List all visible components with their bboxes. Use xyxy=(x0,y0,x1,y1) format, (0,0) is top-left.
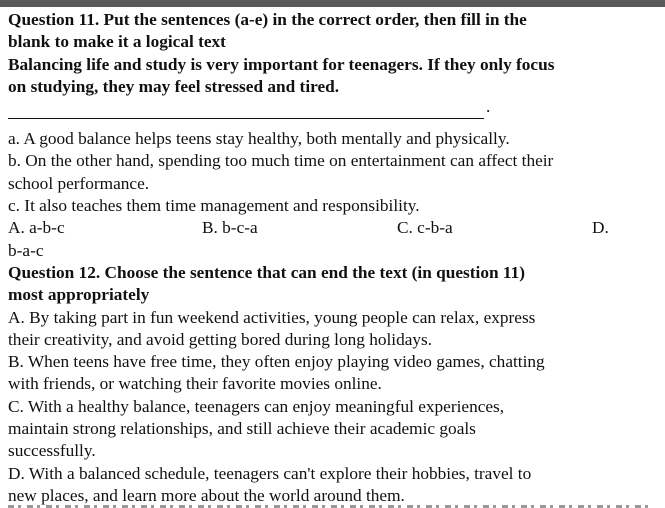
q11-sentence-c: c. It also teaches them time management and responsibility. xyxy=(8,196,420,216)
q12-answer-b-line-2[interactable]: with friends, or watching their favorite movies online. xyxy=(8,374,382,394)
q12-answer-b-line-1[interactable]: B. When teens have free time, they often enjoy playing video games, chatting xyxy=(8,352,545,372)
q11-sentence-b-line-1: b. On the other hand, spending too much time on entertainment can affect their xyxy=(8,151,554,171)
q12-answer-c-line-2[interactable]: maintain strong relationships, and still achieve their academic goals xyxy=(8,419,476,439)
q12-answer-c-line-1[interactable]: C. With a healthy balance, teenagers can enjoy meaningful experiences, xyxy=(8,396,505,416)
q11-option-a[interactable]: A. a-b-c xyxy=(8,218,65,238)
document-content xyxy=(8,9,658,507)
q11-option-c[interactable]: C. c-b-a xyxy=(397,218,453,238)
q12-answer-c-line-3[interactable]: successfully. xyxy=(8,441,96,461)
q12-title-line-2: most appropriately xyxy=(8,285,150,305)
blank-period: . xyxy=(486,97,491,117)
q11-sentence-b-line-2: school performance. xyxy=(8,173,150,193)
q11-title-line-2: blank to make it a logical text xyxy=(8,32,226,52)
q11-sentence-a: a. A good balance helps teens stay healthy, both mentally and physically. xyxy=(8,129,510,149)
q11-option-d-label[interactable]: D. xyxy=(592,218,609,238)
top-edge-bar xyxy=(0,0,665,7)
q12-answer-a-line-2[interactable]: their creativity, and avoid getting bored during long holidays. xyxy=(8,329,433,349)
q12-title-line-1: Question 12. Choose the sentence that can end the text (in question 11) xyxy=(8,262,525,282)
cut-off-next-line xyxy=(0,500,665,508)
q11-title-line-1: Question 11. Put the sentences (a-e) in the correct order, then fill in the xyxy=(8,10,527,29)
blank-line xyxy=(8,118,484,119)
q12-answer-d-line-2[interactable]: new places, and learn more about the world around them. xyxy=(8,485,405,505)
q12-answer-d-line-1[interactable]: D. With a balanced schedule, teenagers can't explore their hobbies, travel to xyxy=(8,463,532,483)
q12-answer-a-line-1[interactable]: A. By taking part in fun weekend activities, young people can relax, express xyxy=(8,307,536,327)
q11-intro-line-1: Balancing life and study is very important for teenagers. If they only focus xyxy=(8,54,555,74)
q11-intro-line-2: on studying, they may feel stressed and tired. xyxy=(8,76,340,96)
q11-option-b[interactable]: B. b-c-a xyxy=(202,218,258,238)
q11-option-d-value[interactable]: b-a-c xyxy=(8,240,44,260)
q11-options-row xyxy=(8,217,658,239)
q11-answer-blank xyxy=(8,98,658,128)
